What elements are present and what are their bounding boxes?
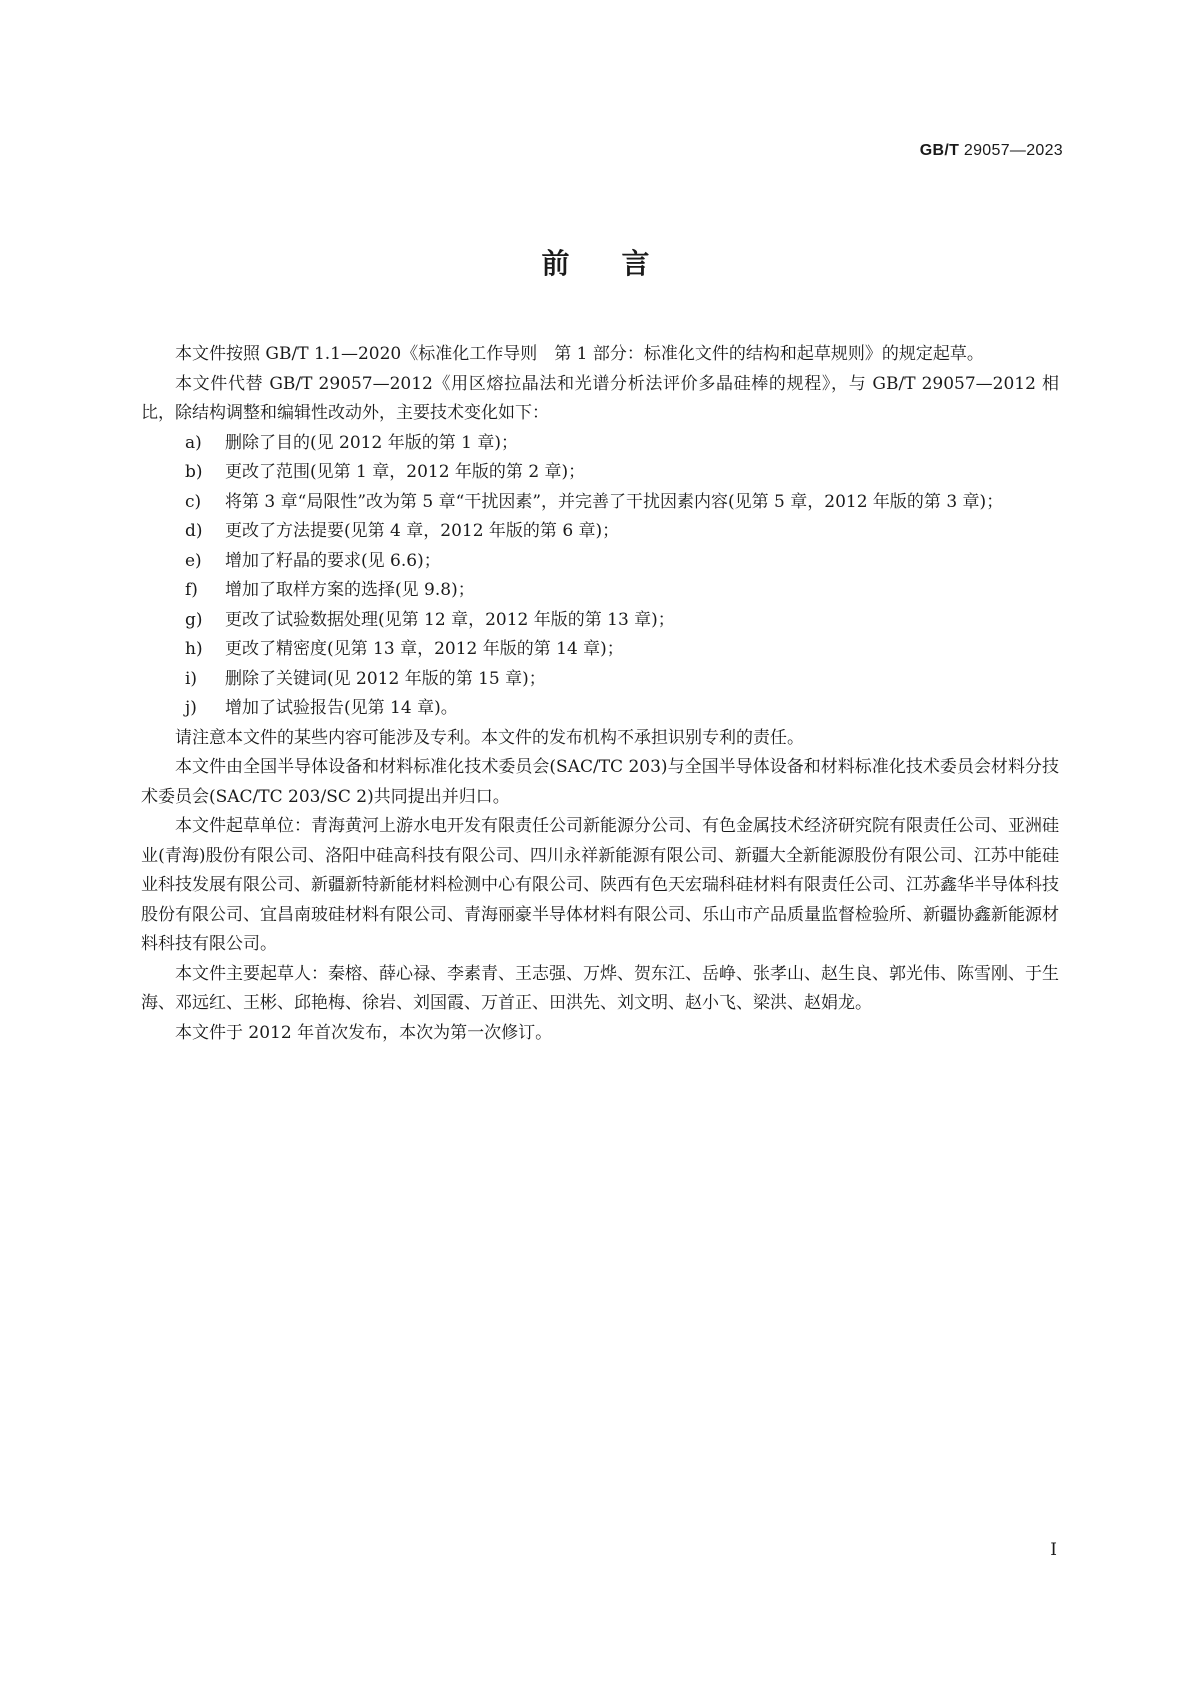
list-item-text: 将第 3 章“局限性”改为第 5 章“干扰因素”，并完善了干扰因素内容(见第 5 章，2012 年版的第 3 章)； [225,491,1004,512]
list-item-label: d) [185,521,203,541]
list-item-text: 增加了试验报告(见第 14 章)。 [225,698,458,718]
list-item-text: 删除了关键词(见 2012 年版的第 15 章)； [225,668,546,689]
standard-code-prefix: GB/T [919,142,960,159]
list-item [141,458,1059,488]
list-item-text: 增加了籽晶的要求(见 6.6)； [225,550,441,571]
list-item [141,547,1059,577]
list-item-label: b) [185,462,203,482]
list-item [141,694,1059,724]
page-title: 前言 [541,247,702,280]
list-item [141,665,1059,695]
list-item-text: 更改了试验数据处理(见第 12 章，2012 年版的第 13 章)； [225,609,675,630]
paragraph-replacement: 本文件代替 GB/T 29057—2012《用区熔拉晶法和光谱分析法评价多晶硅棒的规程》，与 GB/T 29057—2012 相比，除结构调整和编辑性改动外，主要技术变化如下： [141,373,1059,423]
list-item-label: c) [185,491,202,512]
list-item-label: h) [185,639,203,659]
list-item-label: e) [185,550,202,571]
paragraph-revision-history: 本文件于 2012 年首次发布，本次为第一次修订。 [175,1022,553,1043]
list-item-text: 删除了目的(见 2012 年版的第 1 章)； [225,432,518,453]
list-item-text: 更改了范围(见第 1 章，2012 年版的第 2 章)； [225,462,586,482]
page-number: I [1050,1540,1057,1560]
paragraph-drafting-units: 本文件起草单位：青海黄河上游水电开发有限责任公司新能源分公司、有色金属技术经济研究院有限责任公司、亚洲硅业(青海)股份有限公司、洛阳中硅高科技有限公司、四川永祥新能源有限公司、新疆大全新能源股份有限公司、江苏中能硅业科技发展有限公司、新疆新特新能材料检测中心有限公司、陕西有色天宏瑞科硅材料有限责任公司、江苏鑫华半导体科技股份有限公司、宜昌南玻硅材料有限公司、青海丽豪半导体材料有限公司、乐山市产品质量监督检验所、新疆协鑫新能源材料科技有限公司。 [141,816,1059,954]
list-item-label: a) [185,432,202,453]
list-item [141,635,1059,665]
paragraph-proposer: 本文件由全国半导体设备和材料标准化技术委员会(SAC/TC 203)与全国半导体设备和材料标准化技术委员会材料分技术委员会(SAC/TC 203/SC 2)共同提出并归口。 [141,757,1059,807]
list-item [141,488,1059,518]
list-item-label: g) [185,609,203,630]
paragraph-drafting-rules: 本文件按照 GB/T 1.1—2020《标准化工作导则 第 1 部分：标准化文件的结构和起草规则》的规定起草。 [175,344,984,364]
list-item-label: j) [185,698,197,718]
standard-code [920,142,1063,160]
paragraph-patent-notice: 请注意本文件的某些内容可能涉及专利。本文件的发布机构不承担识别专利的责任。 [175,727,804,748]
paragraph-drafters: 本文件主要起草人：秦榕、薛心禄、李素青、王志强、万烨、贺东江、岳峥、张孝山、赵生良、郭光伟、陈雪刚、于生海、邓远红、王彬、邱艳梅、徐岩、刘国霞、万首正、田洪先、刘文明、赵小飞、梁洪、赵娟龙。 [141,963,1059,1013]
list-item-label: f) [185,580,198,600]
list-item-label: i) [185,668,198,689]
list-item [141,517,1059,547]
list-item-text: 更改了方法提要(见第 4 章，2012 年版的第 6 章)； [225,521,620,541]
list-item-text: 更改了精密度(见第 13 章，2012 年版的第 14 章)； [225,639,624,659]
list-item-text: 增加了取样方案的选择(见 9.8)； [225,580,475,600]
list-item [141,576,1059,606]
list-item [141,606,1059,636]
list-item [141,429,1059,459]
foreword-body [141,340,1059,1048]
technical-changes-list [141,429,1059,724]
standard-code-number: 29057—2023 [963,142,1063,159]
